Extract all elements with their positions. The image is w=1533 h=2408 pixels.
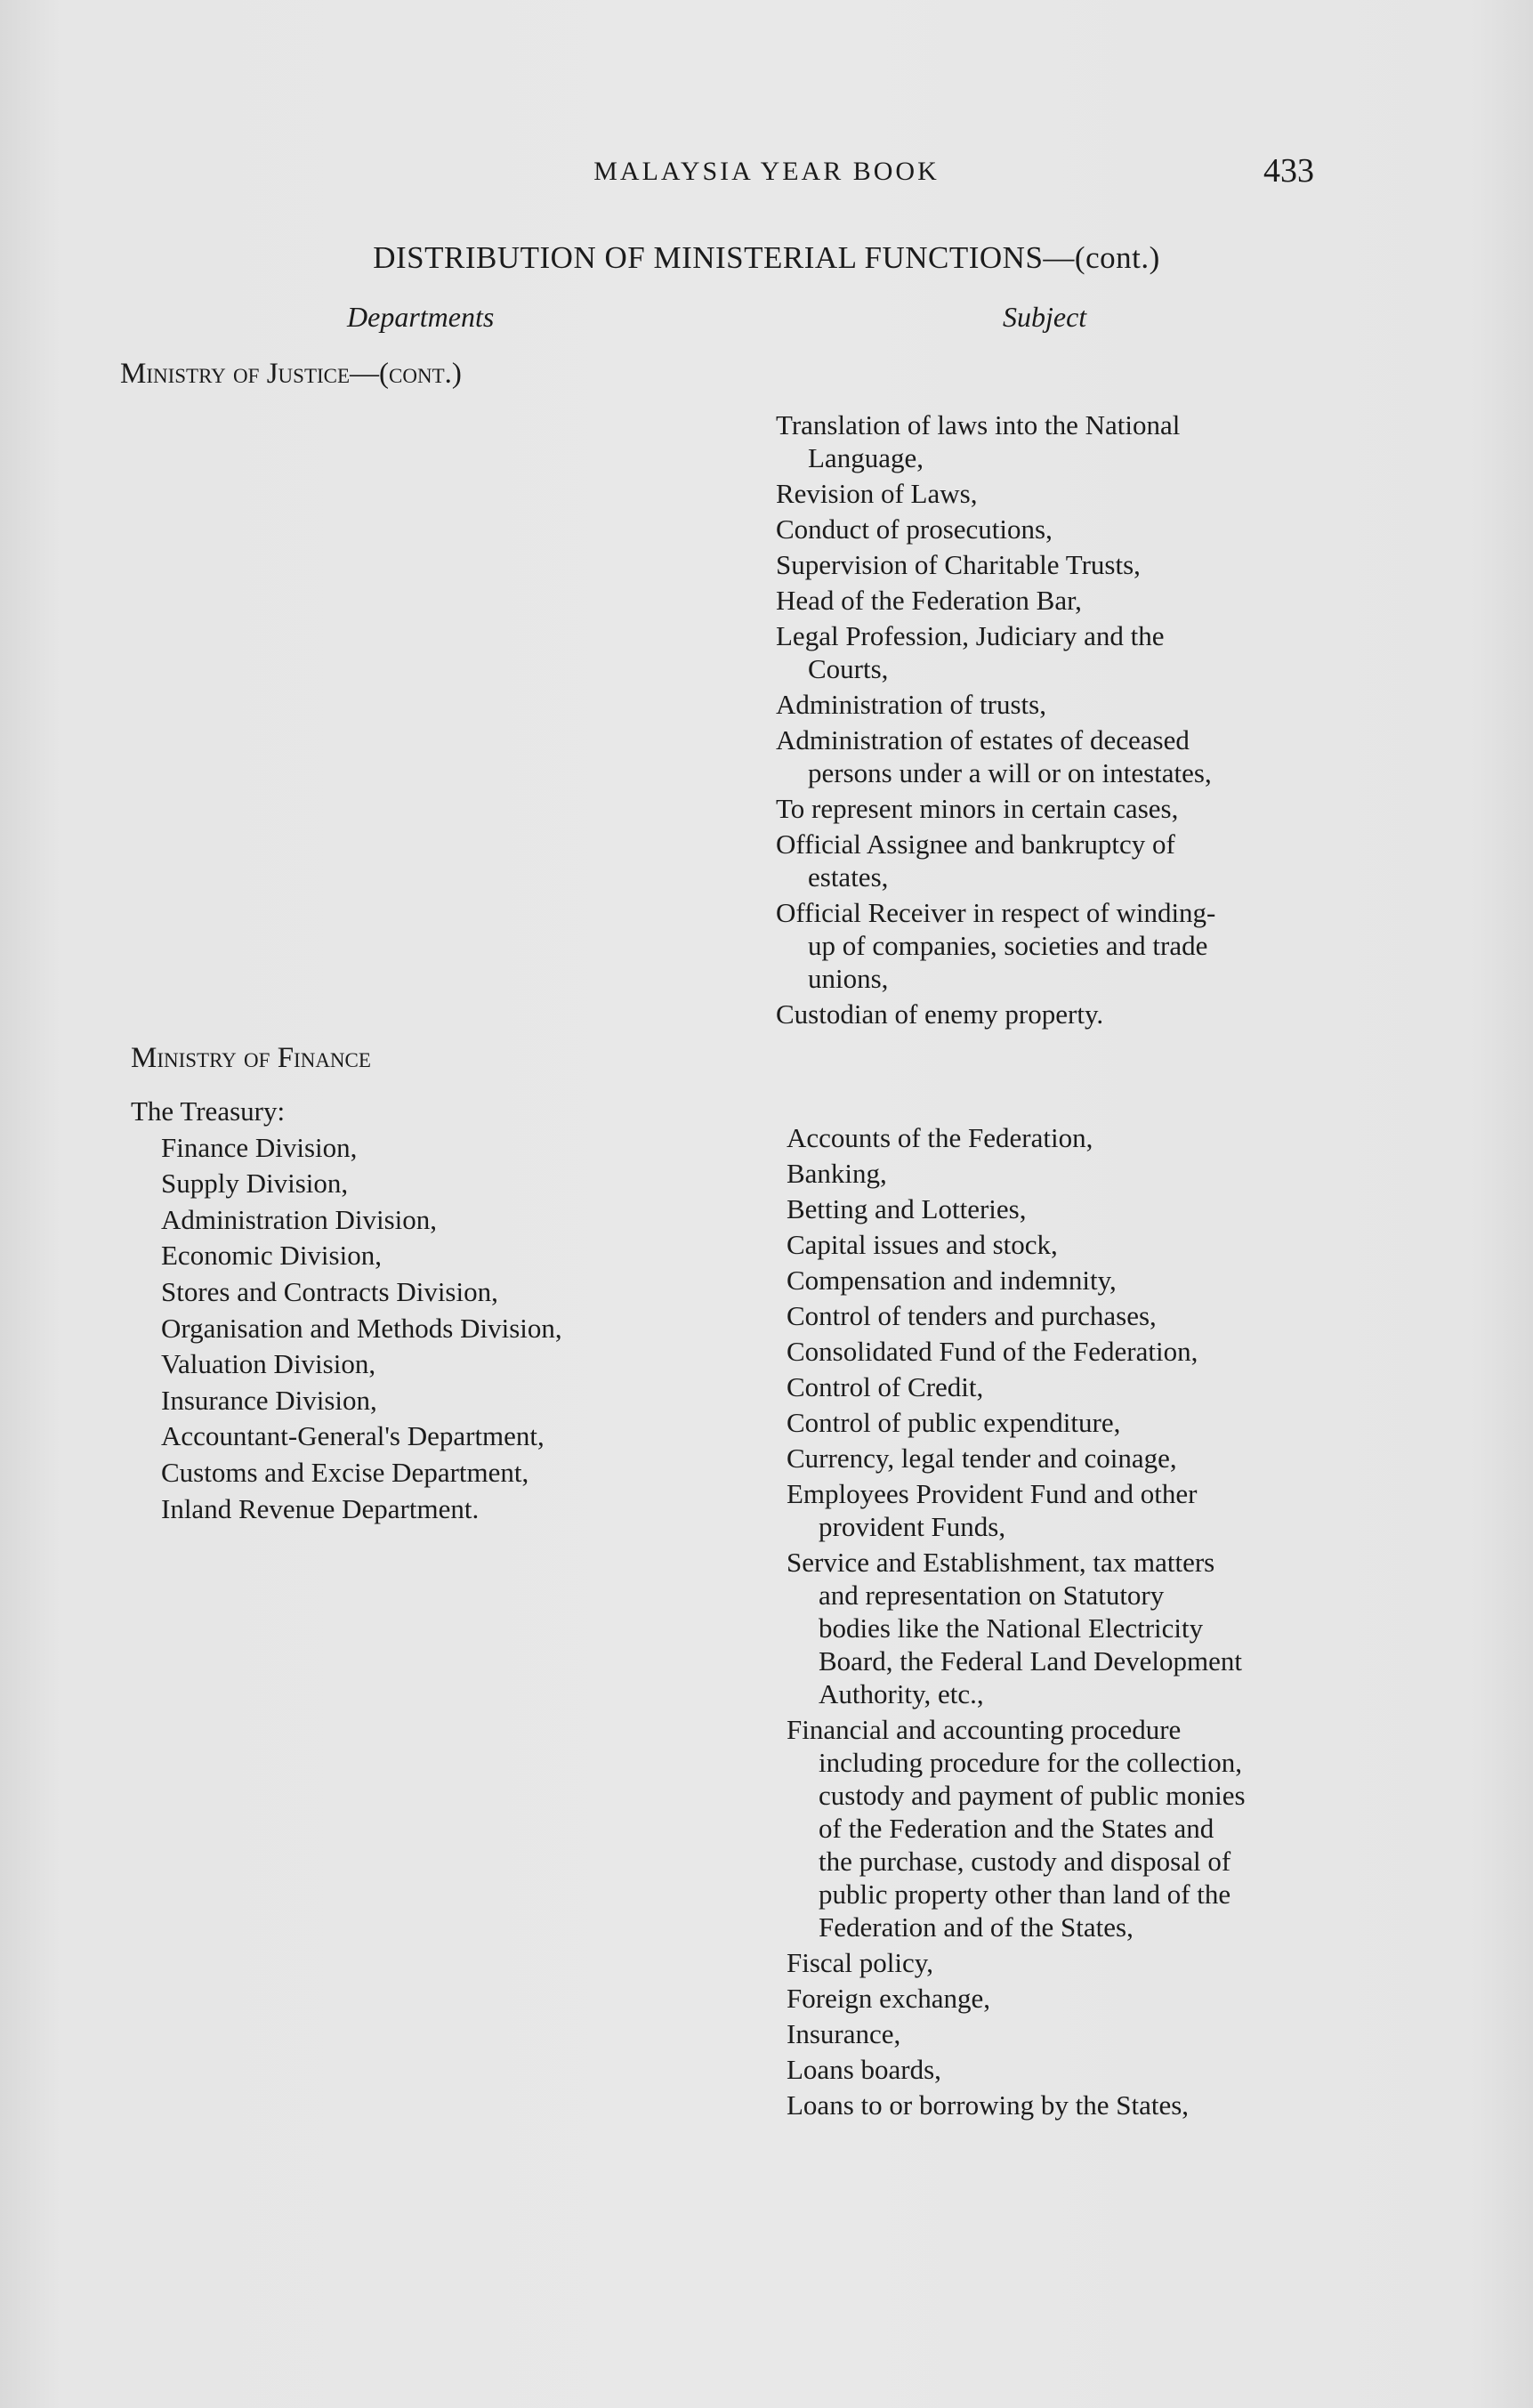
- subject-item: [787, 2089, 1516, 2121]
- subject-item: [776, 792, 1505, 825]
- subject-item: [787, 1299, 1516, 1332]
- subject-line: public property other than land of the: [819, 1879, 1231, 1910]
- subject-line: Language,: [808, 442, 924, 473]
- subject-line: Employees Provident Fund and other: [787, 1478, 1198, 1509]
- subject-line: Accounts of the Federation,: [787, 1122, 1093, 1153]
- subject-line: unions,: [808, 963, 889, 994]
- subject-line: Translation of laws into the National: [776, 409, 1181, 440]
- subject-line: Capital issues and stock,: [787, 1229, 1058, 1260]
- subject-line: Loans boards,: [787, 2054, 941, 2085]
- subject-item: [776, 828, 1505, 893]
- department-item: Insurance Division,: [161, 1384, 377, 1416]
- subject-line: Courts,: [808, 653, 889, 684]
- subject-line: Authority, etc.,: [819, 1678, 984, 1709]
- subject-line: Compensation and indemnity,: [787, 1265, 1117, 1296]
- department-item: Supply Division,: [161, 1168, 349, 1200]
- subject-item: [776, 998, 1505, 1030]
- subject-line: Consolidated Fund of the Federation,: [787, 1336, 1198, 1367]
- department-item: Finance Division,: [161, 1131, 358, 1163]
- subject-item: [776, 548, 1505, 581]
- subject-line: Control of public expenditure,: [787, 1407, 1121, 1438]
- subject-line: Administration of trusts,: [776, 689, 1046, 720]
- subject-line: of the Federation and the States and: [819, 1813, 1214, 1844]
- subject-item: [776, 723, 1505, 789]
- subject-line: estates,: [808, 861, 889, 893]
- subject-line: Financial and accounting procedure: [787, 1714, 1182, 1745]
- subject-item: [787, 1264, 1516, 1297]
- subject-line: Head of the Federation Bar,: [776, 585, 1082, 616]
- page-title: DISTRIBUTION OF MINISTERIAL FUNCTIONS—(cont.): [373, 240, 1160, 275]
- subject-line: Control of tenders and purchases,: [787, 1300, 1157, 1331]
- subject-line: Insurance,: [787, 2018, 901, 2049]
- department-item: Customs and Excise Department,: [161, 1456, 529, 1488]
- subject-line: To represent minors in certain cases,: [776, 793, 1179, 824]
- subject-line: Revision of Laws,: [776, 478, 978, 509]
- subject-item: [776, 513, 1505, 545]
- subject-line: Fiscal policy,: [787, 1947, 934, 1978]
- column-header-subject: Subject: [1003, 301, 1087, 333]
- subject-item: [787, 1546, 1516, 1710]
- subject-item: [787, 2017, 1516, 2050]
- subject-item: [787, 1228, 1516, 1261]
- subject-line: Legal Profession, Judiciary and the: [776, 620, 1165, 651]
- subject-line: Loans to or borrowing by the States,: [787, 2089, 1190, 2121]
- subject-item: [787, 1370, 1516, 1403]
- department-item: Administration Division,: [161, 1203, 437, 1235]
- subject-item: [787, 1713, 1516, 1943]
- subject-line: Custodian of enemy property.: [776, 998, 1104, 1030]
- subject-item: [776, 619, 1505, 685]
- running-title: MALAYSIA YEAR BOOK: [593, 157, 940, 186]
- subject-line: including procedure for the collection,: [819, 1747, 1243, 1778]
- department-item: Inland Revenue Department.: [161, 1492, 480, 1524]
- page-number: 433: [1263, 152, 1314, 190]
- subject-item: [776, 896, 1505, 995]
- subject-line: Currency, legal tender and coinage,: [787, 1442, 1177, 1474]
- subject-line: provident Funds,: [819, 1511, 1006, 1542]
- subject-item: [787, 1442, 1516, 1475]
- subject-item: [776, 477, 1505, 510]
- subject-line: Betting and Lotteries,: [787, 1193, 1027, 1224]
- subject-item: [776, 688, 1505, 721]
- department-item: Economic Division,: [161, 1240, 382, 1272]
- subject-item: [776, 408, 1505, 474]
- subject-item: [787, 1946, 1516, 1979]
- department-item: Accountant-General's Department,: [161, 1420, 545, 1452]
- subject-line: Foreign exchange,: [787, 1983, 990, 2014]
- subject-line: persons under a will or on intestates,: [808, 757, 1212, 788]
- subject-line: bodies like the National Electricity: [819, 1612, 1204, 1644]
- finance-subject-list: [787, 1121, 1516, 2124]
- subject-line: Official Receiver in respect of winding-: [776, 897, 1216, 928]
- subject-item: [787, 1477, 1516, 1543]
- ministry-justice-heading: Ministry of Justice—(cont.): [120, 358, 462, 390]
- subject-line: Conduct of prosecutions,: [776, 513, 1053, 545]
- subject-line: Official Assignee and bankruptcy of: [776, 828, 1175, 860]
- subject-item: [787, 2053, 1516, 2086]
- subject-line: up of companies, societies and trade: [808, 930, 1208, 961]
- subject-item: [787, 1157, 1516, 1190]
- subject-item: [776, 584, 1505, 617]
- department-item: Valuation Division,: [161, 1348, 376, 1380]
- subject-line: custody and payment of public monies: [819, 1780, 1246, 1811]
- subject-line: Control of Credit,: [787, 1371, 984, 1402]
- justice-subject-list: [776, 408, 1505, 1033]
- subject-line: Federation and of the States,: [819, 1911, 1134, 1943]
- subject-item: [787, 1121, 1516, 1154]
- subject-line: and representation on Statutory: [819, 1580, 1165, 1611]
- treasury-label: The Treasury:: [131, 1095, 286, 1127]
- subject-item: [787, 1192, 1516, 1225]
- department-item: Organisation and Methods Division,: [161, 1312, 562, 1344]
- subject-line: Supervision of Charitable Trusts,: [776, 549, 1141, 580]
- subject-line: Service and Establishment, tax matters: [787, 1547, 1215, 1578]
- finance-departments-list: [131, 1094, 562, 1527]
- subject-line: the purchase, custody and disposal of: [819, 1846, 1231, 1877]
- subject-line: Administration of estates of deceased: [776, 724, 1190, 756]
- subject-item: [787, 1406, 1516, 1439]
- ministry-finance-heading: Ministry of Finance: [131, 1042, 371, 1074]
- subject-line: Board, the Federal Land Development: [819, 1645, 1243, 1677]
- subject-line: Banking,: [787, 1158, 887, 1189]
- subject-item: [787, 1335, 1516, 1368]
- subject-item: [787, 1982, 1516, 2015]
- column-header-departments: Departments: [347, 301, 495, 333]
- department-item: Stores and Contracts Division,: [161, 1275, 498, 1307]
